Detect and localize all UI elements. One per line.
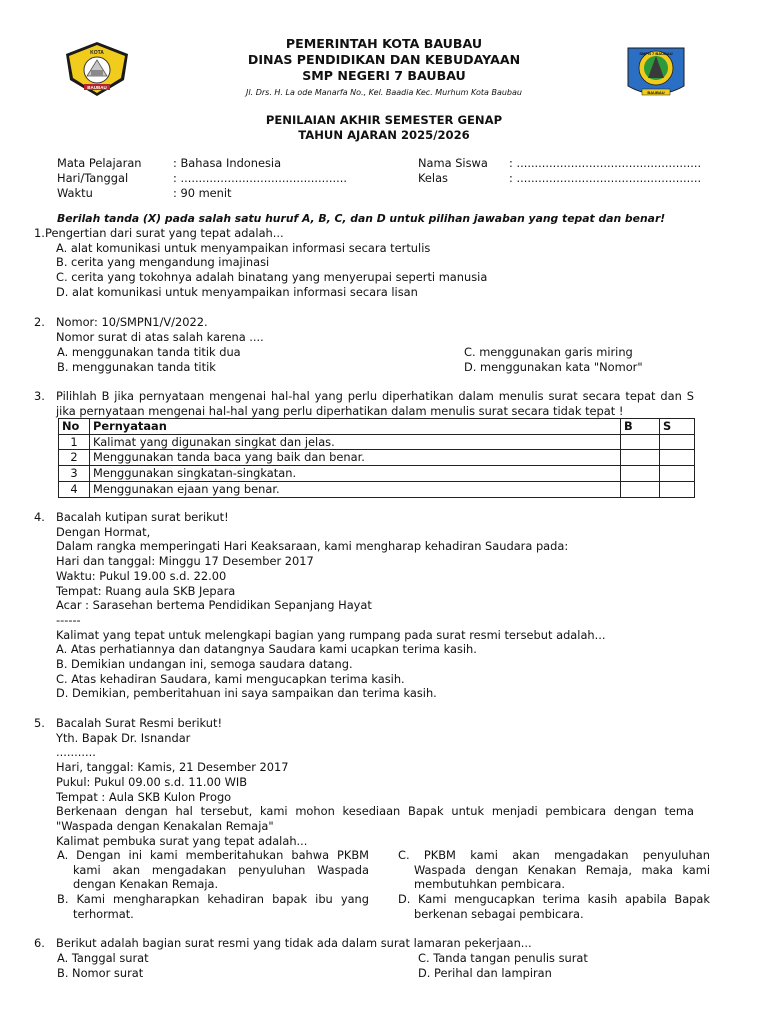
question-5 [34, 716, 696, 848]
question-text: Berikut adalah bagian surat resmi yang tidak ada dalam surat lamaran pekerjaan... [56, 936, 532, 950]
option-b[interactable]: B. Demikian undangan ini, semoga saudara datang. [56, 657, 353, 672]
letter-paragraph: Berkenaan dengan hal tersebut, kami mohon kesediaan Bapak untuk menjadi pembicara dengan tema "Waspada dengan Kenakalan Remaja" [56, 804, 694, 833]
question-text: Pilihlah B jika pernyataan mengenai hal-hal yang perlu diperhatikan dalam menulis surat secara tepat dan S jika pernyataan mengenai hal-hal yang perlu diperhatikan dalam menulis surat secara tidak tepat ! [56, 389, 694, 418]
subject-label: Mata Pelajaran [57, 156, 142, 170]
option-c[interactable]: C. PKBM kami akan mengadakan penyuluhan Waspada dengan Kenakan Remaja, maka kami membutuhkan pembicara. [398, 848, 710, 892]
letter-line: ------ [56, 612, 81, 627]
question-number: 3. [34, 389, 45, 403]
row-statement: Kalimat yang digunakan singkat dan jelas. [90, 434, 621, 450]
class-field[interactable]: : ................................................... [509, 171, 702, 185]
city-logo-top-text: KOTA [90, 50, 104, 56]
header-line-2: DINAS PENDIDIKAN DAN KEBUDAYAAN [247, 52, 521, 67]
table-row [59, 450, 695, 466]
academic-year: TAHUN AJARAN 2025/2026 [298, 128, 470, 142]
question-6 [34, 936, 696, 951]
time-label: Waktu [57, 186, 93, 200]
question-number: 6. [34, 936, 45, 950]
name-field[interactable]: : ................................................... [509, 156, 702, 170]
school-logo [620, 40, 692, 102]
option-a[interactable]: A. Tanggal surat [57, 951, 149, 965]
question-text: Bacalah Surat Resmi berikut! [56, 716, 223, 730]
question-number: 5. [34, 716, 45, 730]
option-a[interactable]: A. Dengan ini kami memberitahukan bahwa PKBM kami akan mengadakan penyuluhan Waspada dengan Kenakan Remaja. [57, 848, 369, 892]
question-text: Nomor surat di atas salah karena .... [56, 329, 264, 344]
row-statement: Menggunakan ejaan yang benar. [90, 481, 621, 497]
table-row [59, 434, 695, 450]
answer-b-cell[interactable] [621, 434, 660, 450]
letter-line: Waktu: Pukul 19.00 s.d. 22.00 [56, 568, 227, 583]
statement-table [58, 418, 695, 498]
question-text: Nomor: 10/SMPN1/V/2022. [56, 315, 208, 329]
letter-line: Dalam rangka memperingati Hari Keaksaraan, kami mengharap kehadiran Saudara pada: [56, 539, 569, 554]
answer-s-cell[interactable] [660, 450, 695, 466]
question-2 [34, 315, 696, 344]
letter-line: Yth. Bapak Dr. Isnandar [56, 730, 191, 745]
row-number: 2 [59, 450, 90, 466]
subject-value: : Bahasa Indonesia [173, 156, 282, 170]
answer-s-cell[interactable] [660, 481, 695, 497]
row-statement: Menggunakan tanda baca yang baik dan benar. [90, 450, 621, 466]
school-address: Jl. Drs. H. La ode Manarfa No., Kel. Baadia Kec. Murhum Kota Baubau [246, 88, 522, 97]
table-row [59, 466, 695, 482]
question-text: Kalimat yang tepat untuk melengkapi bagian yang rumpang pada surat resmi tersebut adalah... [56, 627, 606, 642]
letter-line: Pukul: Pukul 09.00 s.d. 11.00 WIB [56, 774, 248, 789]
answer-b-cell[interactable] [621, 481, 660, 497]
option-c[interactable]: C. cerita yang tokohnya adalah binatang yang menyerupai seperti manusia [56, 270, 488, 285]
option-b[interactable]: B. cerita yang mengandung imajinasi [56, 255, 270, 270]
table-header-statement: Pernyataan [90, 419, 621, 435]
date-label: Hari/Tanggal [57, 171, 129, 185]
option-d[interactable]: D. alat komunikasi untuk menyampaikan informasi secara lisan [56, 284, 418, 299]
answer-b-cell[interactable] [621, 450, 660, 466]
school-logo-bottom-text: BAUBAU [647, 90, 665, 95]
option-a[interactable]: A. menggunakan tanda titik dua [57, 345, 241, 359]
row-number: 3 [59, 466, 90, 482]
question-1 [34, 226, 696, 300]
option-d[interactable]: D. Demikian, pemberitahuan ini saya sampaikan dan terima kasih. [56, 686, 437, 701]
letter-line: Tempat : Aula SKB Kulon Progo [56, 789, 232, 804]
question-number: 4. [34, 510, 45, 524]
option-d[interactable]: D. menggunakan kata "Nomor" [464, 360, 643, 374]
row-number: 1 [59, 434, 90, 450]
option-d[interactable]: D. Kami mengucapkan terima kasih apabila Bapak berkenan sebagai pembicara. [398, 892, 710, 921]
question-3 [34, 389, 694, 418]
row-number: 4 [59, 481, 90, 497]
option-b[interactable]: B. menggunakan tanda titik [57, 360, 216, 374]
answer-b-cell[interactable] [621, 466, 660, 482]
table-header-no: No [59, 419, 90, 435]
option-a[interactable]: A. alat komunikasi untuk menyampaikan informasi secara tertulis [56, 240, 431, 255]
question-number: 1. [34, 226, 45, 240]
question-text: Pengertian dari surat yang tepat adalah... [45, 226, 284, 240]
time-value: : 90 menit [173, 186, 232, 200]
letter-line: Acar : Sarasehan bertema Pendidikan Sepanjang Hayat [56, 598, 372, 613]
header-line-3: SMP NEGERI 7 BAUBAU [302, 68, 466, 83]
option-c[interactable]: C. Atas kehadiran Saudara, kami mengucapkan terima kasih. [56, 671, 405, 686]
header-line-1: PEMERINTAH KOTA BAUBAU [285, 36, 483, 51]
instruction: Berilah tanda (X) pada salah satu huruf A, B, C, dan D untuk pilihan jawaban yang tepat dan benar! [57, 212, 666, 225]
option-c[interactable]: C. Tanda tangan penulis surat [418, 951, 588, 965]
letter-line: Tempat: Ruang aula SKB Jepara [56, 583, 236, 598]
answer-s-cell[interactable] [660, 466, 695, 482]
option-a[interactable]: A. Atas perhatiannya dan datangnya Saudara kami ucapkan terima kasih. [56, 642, 477, 657]
option-b[interactable]: B. Nomor surat [57, 966, 144, 980]
city-logo [62, 40, 132, 98]
question-number: 2. [34, 315, 45, 329]
row-statement: Menggunakan singkatan-singkatan. [90, 466, 621, 482]
school-logo-top-text: SMPN 7 BAUBAU [639, 51, 673, 56]
option-d[interactable]: D. Perihal dan lampiran [418, 966, 552, 980]
answer-s-cell[interactable] [660, 434, 695, 450]
city-logo-bottom-text: BAUBAU [87, 85, 107, 90]
name-label: Nama Siswa [418, 156, 488, 170]
table-header-b: B [621, 419, 660, 435]
letter-line: Hari dan tanggal: Minggu 17 Desember 2017 [56, 554, 314, 569]
option-c[interactable]: C. menggunakan garis miring [464, 345, 633, 359]
date-field[interactable]: : .............................................. [173, 171, 348, 185]
exam-title: PENILAIAN AKHIR SEMESTER GENAP [265, 113, 503, 127]
class-label: Kelas [418, 171, 448, 185]
letter-line: Hari, tanggal: Kamis, 21 Desember 2017 [56, 760, 289, 775]
letter-line: Dengan Hormat, [56, 524, 151, 539]
option-b[interactable]: B. Kami mengharapkan kehadiran bapak ibu yang terhormat. [57, 892, 369, 921]
question-text: Kalimat pembuka surat yang tepat adalah... [56, 833, 308, 848]
question-4 [34, 510, 696, 701]
table-header-s: S [660, 419, 695, 435]
question-text: Bacalah kutipan surat berikut! [56, 510, 229, 524]
letter-line: ........... [56, 745, 96, 760]
table-row [59, 481, 695, 497]
